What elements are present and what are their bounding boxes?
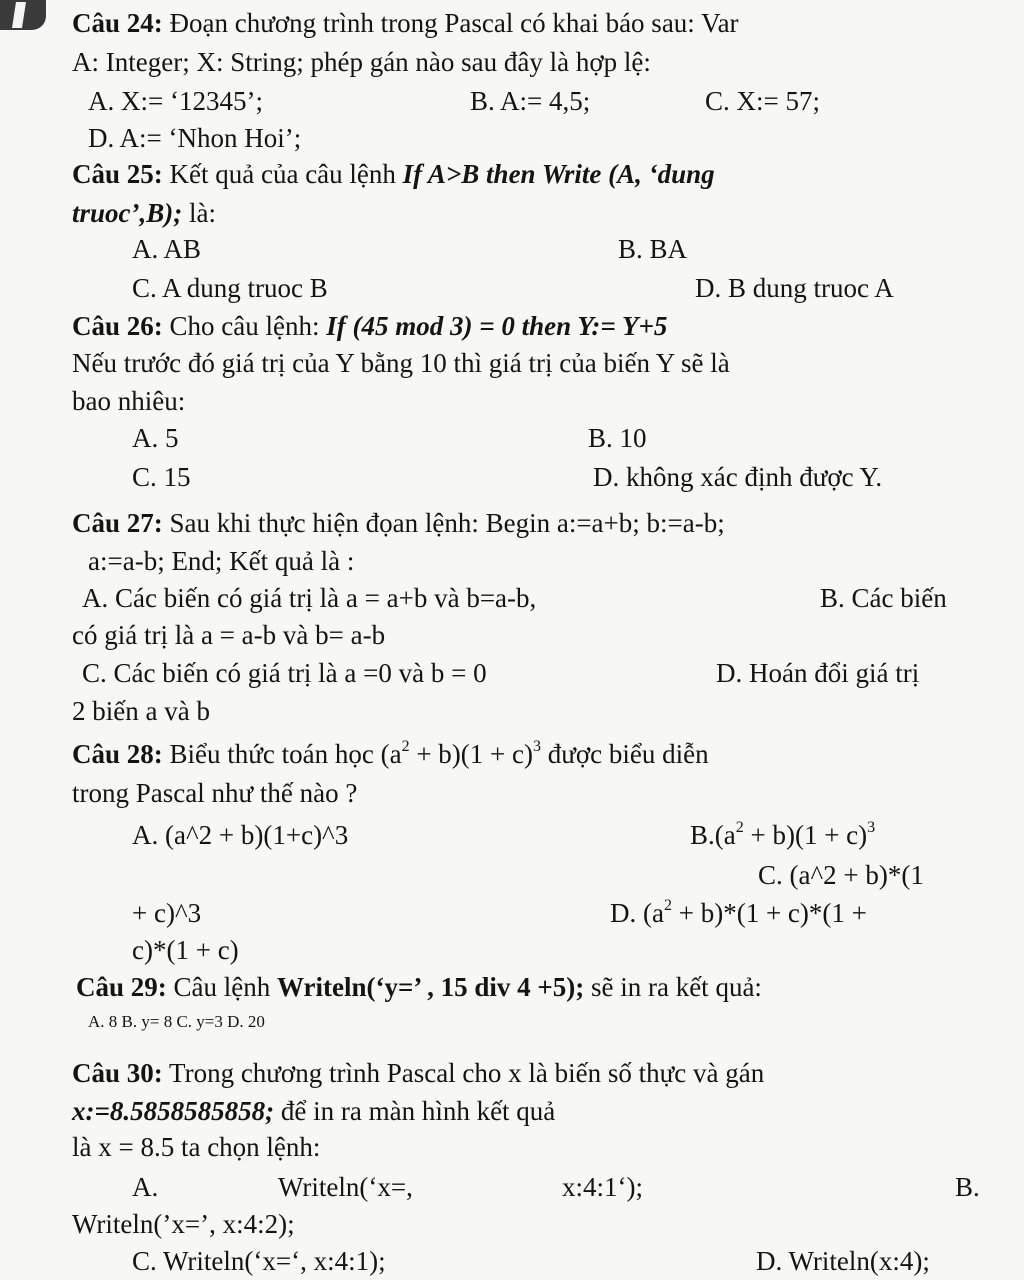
q30-text2: để in ra màn hình kết quả bbox=[274, 1096, 556, 1126]
q30-code: x:=8.5858585858; bbox=[72, 1096, 275, 1126]
q28-option-c-line1[interactable]: C. (a^2 + b)*(1 bbox=[758, 860, 924, 890]
q28-option-d-line2[interactable]: c)*(1 + c) bbox=[132, 935, 239, 965]
q26-text1: Cho câu lệnh: bbox=[162, 311, 327, 341]
q25-stem-line2 bbox=[72, 196, 216, 230]
q27-option-b-line1[interactable]: B. Các biến bbox=[820, 583, 947, 613]
q27-text1: Sau khi thực hiện đọan lệnh: Begin a:=a+b; b:=a-b; bbox=[162, 508, 725, 538]
q28-d-rest: + b)*(1 + c)*(1 + bbox=[671, 898, 867, 928]
q25-option-d[interactable]: D. B dung truoc A bbox=[695, 273, 894, 303]
q28-stem-line1 bbox=[72, 737, 709, 771]
q28-d-sup: 2 bbox=[663, 897, 672, 914]
q30-stem-line2 bbox=[72, 1094, 555, 1128]
q28-text1: Biểu thức toán học (a bbox=[162, 739, 402, 769]
q25-code2: truoc’,B); bbox=[72, 198, 183, 228]
q28-b-mid: + b)(1 + c) bbox=[743, 820, 868, 850]
q25-text1: Kết quả của câu lệnh bbox=[162, 159, 403, 189]
q30-stem-line3: là x = 8.5 ta chọn lệnh: bbox=[72, 1132, 321, 1162]
q26-stem-line3: bao nhiêu: bbox=[72, 386, 186, 416]
q25-stem-line1 bbox=[72, 157, 715, 191]
q28-text-mid: + b)(1 + c) bbox=[409, 739, 533, 769]
q27-stem-line1 bbox=[72, 506, 725, 540]
q27-label: Câu 27: bbox=[72, 508, 163, 538]
q27-option-a[interactable]: A. Các biến có giá trị là a = a+b và b=a-b, bbox=[82, 583, 537, 613]
q28-option-a[interactable]: A. (a^2 + b)(1+c)^3 bbox=[132, 820, 349, 850]
q30-option-d[interactable]: D. Writeln(x:4); bbox=[756, 1246, 930, 1276]
q29-text1: Câu lệnh bbox=[166, 972, 277, 1002]
q25-text2: là: bbox=[182, 198, 216, 228]
q25-option-b[interactable]: B. BA bbox=[618, 234, 688, 264]
q26-option-b[interactable]: B. 10 bbox=[588, 423, 647, 453]
q28-b-sup1: 2 bbox=[735, 819, 744, 836]
q26-stem-line1 bbox=[72, 309, 667, 343]
q30-option-a-part2[interactable]: x:4:1‘); bbox=[562, 1172, 643, 1202]
q25-option-c[interactable]: C. A dung truoc B bbox=[132, 273, 328, 303]
q24-option-a[interactable]: A. X:= ‘12345’; bbox=[88, 86, 263, 116]
q29-text2: sẽ in ra kết quả: bbox=[584, 972, 762, 1002]
q29-stem bbox=[76, 970, 762, 1004]
q28-sup1: 2 bbox=[401, 738, 410, 755]
q28-label: Câu 28: bbox=[72, 739, 163, 769]
q29-label: Câu 29: bbox=[76, 972, 167, 1002]
q27-option-d-line1[interactable]: D. Hoán đổi giá trị bbox=[716, 658, 920, 688]
q27-option-c[interactable]: C. Các biến có giá trị là a =0 và b = 0 bbox=[82, 658, 487, 688]
q28-sup2: 3 bbox=[533, 738, 541, 755]
q30-option-a-part1[interactable]: Writeln(‘x=, bbox=[278, 1172, 413, 1202]
q27-option-b-line2[interactable]: có giá trị là a = a-b và b= a-b bbox=[72, 620, 386, 650]
q28-d-pre: D. (a bbox=[610, 898, 664, 928]
q30-option-b-label[interactable]: B. bbox=[955, 1172, 980, 1202]
q29-options[interactable]: A. 8 B. y= 8 C. y=3 D. 20 bbox=[88, 1012, 265, 1031]
q24-stem-line2: A: Integer; X: String; phép gán nào sau đây là hợp lệ: bbox=[72, 47, 651, 77]
q26-stem-line2: Nếu trước đó giá trị của Y bằng 10 thì giá trị của biến Y sẽ là bbox=[72, 348, 730, 378]
q28-stem-line2: trong Pascal như thế nào ? bbox=[72, 778, 358, 808]
chevron-right-icon[interactable] bbox=[0, 0, 46, 30]
q24-stem-line1 bbox=[72, 6, 739, 40]
q26-code: If (45 mod 3) = 0 then Y:= Y+5 bbox=[326, 311, 668, 341]
q30-option-a-label[interactable]: A. bbox=[132, 1172, 159, 1202]
q30-option-c[interactable]: C. Writeln(‘x=‘, x:4:1); bbox=[132, 1246, 386, 1276]
q25-code1: If A>B then Write (A, ‘dung bbox=[402, 159, 715, 189]
q24-option-c[interactable]: C. X:= 57; bbox=[705, 86, 820, 116]
q25-option-a[interactable]: A. AB bbox=[132, 234, 202, 264]
q24-option-d[interactable]: D. A:= ‘Nhon Hoi’; bbox=[88, 123, 302, 153]
q30-label: Câu 30: bbox=[72, 1058, 163, 1088]
q26-option-a[interactable]: A. 5 bbox=[132, 423, 179, 453]
q28-b-pre: B.(a bbox=[690, 820, 736, 850]
q28-text-end: được biểu diễn bbox=[541, 739, 709, 769]
q28-b-sup2: 3 bbox=[867, 819, 876, 836]
q29-code: Writeln(‘y=’ , 15 div 4 +5); bbox=[277, 972, 585, 1002]
q27-stem-line2: a:=a-b; End; Kết quả là : bbox=[88, 546, 355, 576]
q26-option-d[interactable]: D. không xác định được Y. bbox=[593, 462, 883, 492]
q26-label: Câu 26: bbox=[72, 311, 163, 341]
q25-label: Câu 25: bbox=[72, 159, 163, 189]
q24-text1: Đoạn chương trình trong Pascal có khai báo sau: Var bbox=[162, 8, 739, 38]
q30-stem-line1 bbox=[72, 1056, 764, 1090]
q24-option-b[interactable]: B. A:= 4,5; bbox=[470, 86, 591, 116]
q30-text1: Trong chương trình Pascal cho x là biến số thực và gán bbox=[162, 1058, 765, 1088]
q28-option-d-line1[interactable] bbox=[610, 896, 867, 930]
q28-option-c-line2[interactable]: + c)^3 bbox=[132, 898, 202, 928]
q27-option-d-line2[interactable]: 2 biến a và b bbox=[72, 696, 210, 726]
q28-option-b[interactable] bbox=[690, 818, 875, 852]
q24-label: Câu 24: bbox=[72, 8, 163, 38]
q26-option-c[interactable]: C. 15 bbox=[132, 462, 191, 492]
q30-option-b[interactable]: Writeln(’x=’, x:4:2); bbox=[72, 1209, 295, 1239]
